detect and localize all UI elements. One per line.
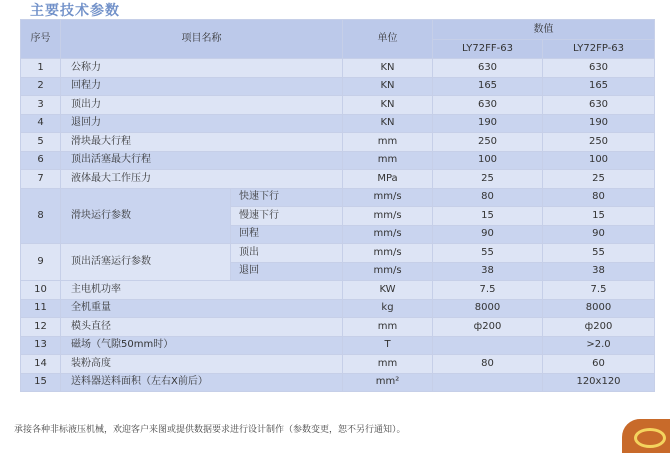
item-name: 顶出力 (61, 96, 343, 115)
unit-cell: T (343, 336, 433, 355)
item-name: 公称力 (61, 59, 343, 78)
unit-cell: mm (343, 151, 433, 170)
header-model-1: LY72FF-63 (433, 40, 543, 59)
table-row (21, 188, 655, 207)
sub-item-name: 慢速下行 (231, 207, 343, 226)
value-model-1: 250 (433, 133, 543, 152)
table-row (21, 281, 655, 300)
value-model-2: 120x120 (543, 373, 655, 392)
unit-cell: KN (343, 77, 433, 96)
value-model-2: 7.5 (543, 281, 655, 300)
value-model-1: 630 (433, 59, 543, 78)
item-name: 滑块运行参数 (61, 188, 231, 244)
unit-cell: KN (343, 59, 433, 78)
value-model-1 (433, 373, 543, 392)
table-header-row (21, 20, 655, 40)
value-model-2: 60 (543, 355, 655, 374)
brand-logo (622, 419, 670, 453)
value-model-2: 630 (543, 96, 655, 115)
value-model-1: 100 (433, 151, 543, 170)
item-name: 全机重量 (61, 299, 343, 318)
value-model-2: 55 (543, 244, 655, 263)
unit-cell: KN (343, 96, 433, 115)
table-row (21, 373, 655, 392)
header-no: 序号 (21, 20, 61, 59)
item-name: 主电机功率 (61, 281, 343, 300)
unit-cell: mm/s (343, 188, 433, 207)
value-model-1: 15 (433, 207, 543, 226)
value-model-1: 80 (433, 355, 543, 374)
unit-cell: mm (343, 355, 433, 374)
page-title: 主要技术参数 (30, 3, 120, 19)
value-model-2: >2.0 (543, 336, 655, 355)
item-name: 磁场（气隙50mm时） (61, 336, 343, 355)
value-model-1: 55 (433, 244, 543, 263)
item-name: 顶出活塞最大行程 (61, 151, 343, 170)
value-model-1: 8000 (433, 299, 543, 318)
row-number: 2 (21, 77, 61, 96)
value-model-1 (433, 336, 543, 355)
sub-item-name: 回程 (231, 225, 343, 244)
table-row (21, 77, 655, 96)
item-name: 退回力 (61, 114, 343, 133)
header-item: 项目名称 (61, 20, 343, 59)
sub-item-name: 退回 (231, 262, 343, 281)
value-model-1: 630 (433, 96, 543, 115)
header-model-2: LY72FP-63 (543, 40, 655, 59)
unit-cell: kg (343, 299, 433, 318)
row-number: 3 (21, 96, 61, 115)
row-number: 4 (21, 114, 61, 133)
value-model-2: 100 (543, 151, 655, 170)
value-model-1: 38 (433, 262, 543, 281)
table-row (21, 133, 655, 152)
row-number: 13 (21, 336, 61, 355)
table-row (21, 318, 655, 337)
value-model-1: 80 (433, 188, 543, 207)
unit-cell: KW (343, 281, 433, 300)
value-model-2: 80 (543, 188, 655, 207)
spec-table (20, 19, 655, 392)
value-model-1: ф200 (433, 318, 543, 337)
value-model-2: 90 (543, 225, 655, 244)
row-number: 7 (21, 170, 61, 189)
table-row (21, 355, 655, 374)
item-name: 装粉高度 (61, 355, 343, 374)
value-model-2: 190 (543, 114, 655, 133)
sub-item-name: 顶出 (231, 244, 343, 263)
item-name: 模头直径 (61, 318, 343, 337)
footnote: 承接各种非标液压机械，欢迎客户来图或提供数据要求进行设计制作（参数变更，恕不另行通知）。 (14, 425, 406, 435)
value-model-2: 38 (543, 262, 655, 281)
value-model-1: 7.5 (433, 281, 543, 300)
table-row (21, 170, 655, 189)
row-number: 5 (21, 133, 61, 152)
unit-cell: mm² (343, 373, 433, 392)
item-name: 回程力 (61, 77, 343, 96)
unit-cell: mm/s (343, 244, 433, 263)
table-row (21, 114, 655, 133)
table-row (21, 299, 655, 318)
value-model-1: 165 (433, 77, 543, 96)
unit-cell: mm (343, 318, 433, 337)
value-model-2: 630 (543, 59, 655, 78)
row-number: 15 (21, 373, 61, 392)
row-number: 9 (21, 244, 61, 281)
value-model-2: 15 (543, 207, 655, 226)
sub-item-name: 快速下行 (231, 188, 343, 207)
unit-cell: mm/s (343, 225, 433, 244)
table-row (21, 96, 655, 115)
row-number: 1 (21, 59, 61, 78)
unit-cell: mm/s (343, 262, 433, 281)
value-model-2: 8000 (543, 299, 655, 318)
item-name: 送料器送料面积（左右X前后） (61, 373, 343, 392)
value-model-2: 25 (543, 170, 655, 189)
row-number: 8 (21, 188, 61, 244)
header-unit: 单位 (343, 20, 433, 59)
row-number: 6 (21, 151, 61, 170)
unit-cell: KN (343, 114, 433, 133)
table-row (21, 244, 655, 263)
unit-cell: mm (343, 133, 433, 152)
value-model-1: 90 (433, 225, 543, 244)
value-model-2: 165 (543, 77, 655, 96)
unit-cell: MPa (343, 170, 433, 189)
value-model-2: 250 (543, 133, 655, 152)
table-row (21, 151, 655, 170)
row-number: 11 (21, 299, 61, 318)
item-name: 顶出活塞运行参数 (61, 244, 231, 281)
item-name: 液体最大工作压力 (61, 170, 343, 189)
value-model-1: 190 (433, 114, 543, 133)
item-name: 滑块最大行程 (61, 133, 343, 152)
row-number: 14 (21, 355, 61, 374)
table-row (21, 336, 655, 355)
row-number: 10 (21, 281, 61, 300)
unit-cell: mm/s (343, 207, 433, 226)
row-number: 12 (21, 318, 61, 337)
value-model-1: 25 (433, 170, 543, 189)
value-model-2: ф200 (543, 318, 655, 337)
header-values: 数值 (433, 20, 655, 40)
table-row (21, 59, 655, 78)
